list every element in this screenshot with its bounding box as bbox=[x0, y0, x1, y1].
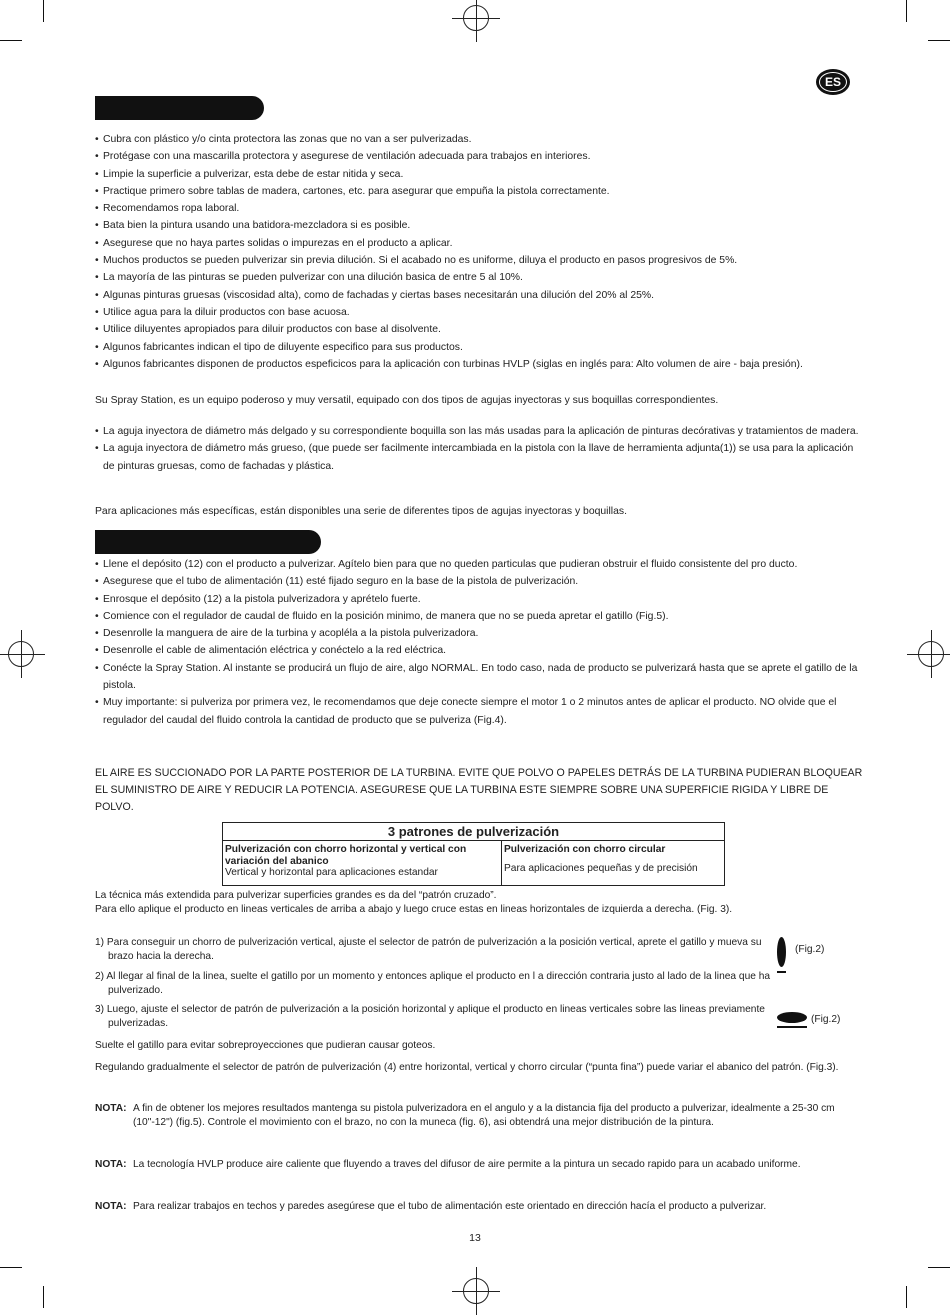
page-number: 13 bbox=[469, 1232, 481, 1244]
registration-mark bbox=[463, 1278, 489, 1304]
pattern-underline-icon bbox=[777, 971, 786, 973]
crop-mark bbox=[43, 1286, 44, 1308]
note-label: NOTA: bbox=[95, 1159, 127, 1170]
list-item: • Desenrolle la manguera de aire de la turbina y acopléla a la pistola pulverizadora. bbox=[95, 625, 865, 642]
step-item: 1) Para conseguir un chorro de pulverización vertical, ajuste el selector de patrón de pulverización a la posición vertical, aprete el gatillo y mueva su brazo hacia la derecha. bbox=[95, 937, 762, 962]
release-trigger-text: Suelte el gatillo para evitar sobreproyecciones que pudieran causar goteos. bbox=[95, 1040, 436, 1051]
section-header-bar bbox=[95, 96, 264, 120]
regulating-text: Regulando gradualmente el selector de patrón de pulverización (4) entre horizontal, vertical y chorro circular (“punta fina”) puede variar el abanico del patrón. (Fig.3). bbox=[95, 1062, 839, 1073]
technique-line: Para ello aplique el producto en lineas verticales de arriba a abajo y luego cruce estas en lineas horizontales de izquierda a derecha. (Fig. 3). bbox=[95, 903, 733, 915]
note-label: NOTA: bbox=[95, 1103, 127, 1114]
registration-mark bbox=[8, 641, 34, 667]
step-item: 3) Luego, ajuste el selector de patrón de pulverización a la posición horizontal y aplique el producto en lineas verticales sobre las lineas previamente pulverizadas. bbox=[95, 1004, 765, 1029]
list-item: • Cubra con plástico y/o cinta protectora las zonas que no van a ser pulverizadas. bbox=[95, 131, 865, 148]
list-item: • Utilice diluyentes apropiados para diluir productos con base al disolvente. bbox=[95, 321, 865, 338]
table-cell-head: Pulverización con chorro horizontal y vertical con variación del abanico bbox=[225, 844, 467, 867]
step-item: 2) Al llegar al final de la linea, suelte el gatillo por un momento y entonces aplique el producto en l a dirección contraria justo al lado de la linea que ha pulverizado. bbox=[95, 971, 771, 996]
registration-mark bbox=[463, 5, 489, 31]
spray-station-text: Su Spray Station, es un equipo poderoso y muy versatil, equipado con dos tipos de agujas inyectoras y sus boquillas correspondientes. bbox=[95, 395, 719, 406]
horizontal-pattern-icon bbox=[777, 1012, 807, 1023]
list-item: • Desenrolle el cable de alimentación eléctrica y conéctelo a la red eléctrica. bbox=[95, 642, 865, 659]
crop-mark bbox=[928, 40, 950, 41]
language-badge-label: ES bbox=[819, 72, 847, 92]
list-item: • Utilice agua para la diluir productos con base acuosa. bbox=[95, 304, 865, 321]
technique-line: La técnica más extendida para pulverizar superficies grandes es da del “patrón cruzado”. bbox=[95, 890, 497, 901]
technique-text bbox=[95, 889, 865, 916]
note-text: La tecnología HVLP produce aire caliente que fluyendo a traves del difusor de aire permite a la pintura un secado rapido para un acabado uniforme. bbox=[133, 1159, 801, 1170]
list-item: • Muchos productos se pueden pulverizar sin previa dilución. Si el acabado no es uniforme, diluya el producto en pasos progresivos de 5%. bbox=[95, 252, 865, 269]
note bbox=[95, 1102, 855, 1129]
note-text: A fin de obtener los mejores resultados mantenga su pistola pulverizadora en el angulo y a la distancia fija del producto a pulverizar, idealmente a 25-30 cm (10"-12") (fig.5). Controle el movimiento con el brazo, no con la muneca (fig. 6), asi obtendrá una mejor distribución de la pintura. bbox=[133, 1103, 835, 1128]
spray-patterns-table bbox=[222, 822, 725, 886]
list-item: • Algunas pinturas gruesas (viscosidad alta), como de fachadas y ciertas bases necesitarán una dilución del 20% al 25%. bbox=[95, 287, 865, 304]
pattern-underline-icon bbox=[777, 1026, 807, 1028]
table-cell bbox=[223, 841, 502, 885]
list-item: • La mayoría de las pinturas se pueden pulverizar con una dilución basica de entre 5 al 10%. bbox=[95, 269, 865, 286]
list-item: • Protégase con una mascarilla protectora y asegurese de ventilación adecuada para trabajos en interiores. bbox=[95, 148, 865, 165]
list-item: • Enrosque el depósito (12) a la pistola pulverizadora y aprételo fuerte. bbox=[95, 591, 865, 608]
crop-mark bbox=[928, 1267, 950, 1268]
preparation-list bbox=[95, 131, 865, 373]
vertical-pattern-icon bbox=[777, 937, 786, 967]
list-item: • Asegurese que no haya partes solidas o impurezas en el producto a aplicar. bbox=[95, 235, 865, 252]
list-item: • Practique primero sobre tablas de madera, cartones, etc. para asegurar que empuña la pistola correctamente. bbox=[95, 183, 865, 200]
section-header-bar bbox=[95, 530, 321, 554]
list-item: • Llene el depósito (12) con el producto a pulverizar. Agítelo bien para que no queden particulas que pudieran obstruir el fluido consistente del pro ducto. bbox=[95, 556, 865, 573]
list-item: • Limpie la superficie a pulverizar, esta debe de estar nitida y seca. bbox=[95, 166, 865, 183]
crop-mark bbox=[0, 1267, 22, 1268]
list-item: • Algunos fabricantes indican el tipo de diluyente especifico para sus productos. bbox=[95, 339, 865, 356]
note bbox=[95, 1200, 855, 1214]
note bbox=[95, 1158, 855, 1172]
needle-list bbox=[95, 423, 865, 475]
list-item: • Comience con el regulador de caudal de fluido en la posición minimo, de manera que no se pueda apretar el gatillo (Fig.5). bbox=[95, 608, 865, 625]
specific-applications-text: Para aplicaciones más específicas, están disponibles una serie de diferentes tipos de agujas inyectoras y boquillas. bbox=[95, 506, 627, 517]
list-item: • Muy importante: si pulveriza por primera vez, le recomendamos que deje conecte siempre el motor 1 o 2 minutos antes de aplicar el producto. NO olvide que el regulador del caudal del fluido controla la cantidad de producto que se pulveriza (Fig.4). bbox=[95, 694, 865, 729]
operation-list bbox=[95, 556, 865, 729]
list-item: • La aguja inyectora de diámetro más delgado y su correspondiente boquilla son las más usadas para la aplicación de pinturas decórativas y tratamientos de madera. bbox=[95, 423, 865, 440]
list-item: • Asegurese que el tubo de alimentación (11) esté fijado seguro en la base de la pistola de pulverización. bbox=[95, 573, 865, 590]
language-badge bbox=[816, 69, 850, 95]
list-item: • Algunos fabricantes disponen de productos espeficicos para la aplicación con turbinas HVLP (siglas en inglés para: Alto volumen de aire - baja presión). bbox=[95, 356, 865, 373]
crop-mark bbox=[0, 40, 22, 41]
note-text: Para realizar trabajos en techos y paredes asegúrese que el tubo de alimentación este orientado en dirección hacía el producto a pulverizar. bbox=[133, 1201, 767, 1212]
fig-label: (Fig.2) bbox=[811, 1014, 841, 1025]
registration-mark bbox=[918, 641, 944, 667]
fig-label: (Fig.2) bbox=[795, 944, 825, 955]
crop-mark bbox=[43, 0, 44, 22]
table-cell-body: Para aplicaciones pequeñas y de precisión bbox=[504, 862, 698, 874]
note-label: NOTA: bbox=[95, 1201, 127, 1212]
list-item: • Bata bien la pintura usando una batidora-mezcladora si es posible. bbox=[95, 217, 865, 234]
crop-mark bbox=[906, 0, 907, 22]
crop-mark bbox=[906, 1286, 907, 1308]
air-warning-text: EL AIRE ES SUCCIONADO POR LA PARTE POSTERIOR DE LA TURBINA. EVITE QUE POLVO O PAPELES DETRÁS DE LA TURBINA PUDIERAN BLOQUEAR EL SUMINISTRO DE AIRE Y REDUCIR LA POTENCIA. ASEGURESE QUE LA TURBINA ESTE SIEMPRE SOBRE UNA SUPERFICIE RIGIDA Y LIBRE DE POLVO. bbox=[95, 767, 863, 813]
table-cell-head: Pulverización con chorro circular bbox=[504, 844, 666, 855]
list-item: • Conécte la Spray Station. Al instante se producirá un flujo de aire, algo NORMAL. En todo caso, nada de producto se pulverizará hasta que se aprete el gatillo de la pistola. bbox=[95, 660, 865, 695]
list-item: • La aguja inyectora de diámetro más grueso, (que puede ser facilmente intercambiada en la pistola con la llave de herramienta adjunta(1)) se usa para la aplicación de pinturas gruesas, como de fachadas y plástica. bbox=[95, 440, 865, 475]
table-cell-body: Vertical y horizontal para aplicaciones estandar bbox=[225, 867, 438, 878]
table-title: 3 patrones de pulverización bbox=[223, 823, 724, 841]
table-cell bbox=[502, 841, 724, 885]
list-item: • Recomendamos ropa laboral. bbox=[95, 200, 865, 217]
